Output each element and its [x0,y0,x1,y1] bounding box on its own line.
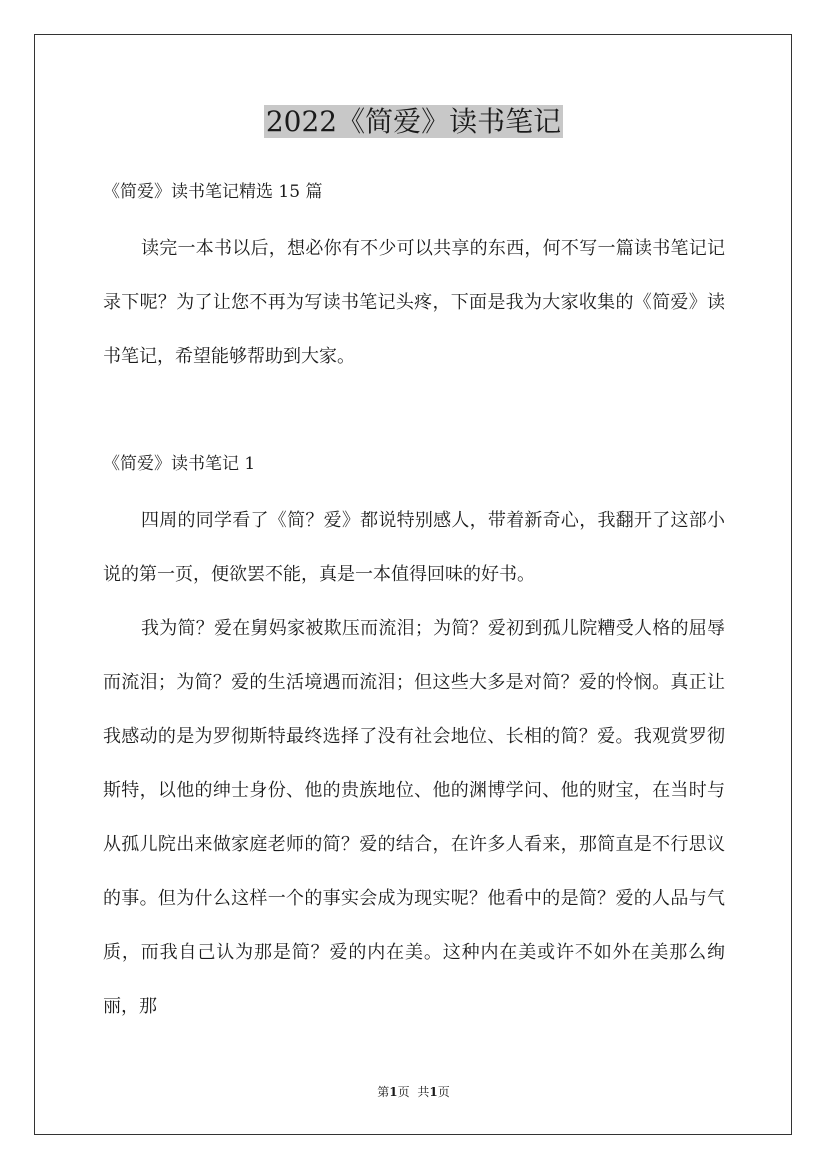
document-subtitle: 《简爱》读书笔记精选 15 篇 [103,182,323,202]
footer-page-suffix: 页 [397,1085,410,1099]
body-paragraph-1: 四周的同学看了《简？爱》都说特别感人，带着新奇心，我翻开了这部小说的第一页，便欲罢不能，真是一本值得回味的好书。 [103,510,725,585]
intro-paragraph: 读完一本书以后，想必你有不少可以共享的东西，何不写一篇读书笔记记录下呢？为了让您不再为写读书笔记头疼，下面是我为大家收集的《简爱》读书笔记，希望能够帮助到大家。 [103,238,725,367]
body-paragraph-2: 我为简？爱在舅妈家被欺压而流泪；为简？爱初到孤儿院糟受人格的屈辱而流泪；为简？爱的生活境遇而流泪；但这些大多是对简？爱的怜悯。真正让我感动的是为罗彻斯特最终选择了没有社会地位、长相的简？爱。我观赏罗彻斯特，以他的绅士身份、他的贵族地位、他的渊博学问、他的财宝，在当时与从孤儿院出来做家庭老师的简？爱的结合，在许多人看来，那简直是不行思议的事。但为什么这样一个的事实会成为现实呢？他看中的是简？爱的人品与气质，而我自己认为那是简？爱的内在美。这种内在美或许不如外在美那么绚丽，那 [103,618,725,1017]
section-heading: 《简爱》读书笔记 1 [103,454,256,474]
page-footer [0,1084,827,1100]
document-title [0,104,827,140]
footer-total-prefix: 共 [417,1085,430,1099]
footer-total-suffix: 页 [437,1085,450,1099]
footer-total-number: 1 [429,1085,438,1099]
title-text: 2022《简爱》读书笔记 [265,105,562,138]
footer-page-number: 1 [389,1085,398,1099]
footer-page-prefix: 第 [377,1085,390,1099]
